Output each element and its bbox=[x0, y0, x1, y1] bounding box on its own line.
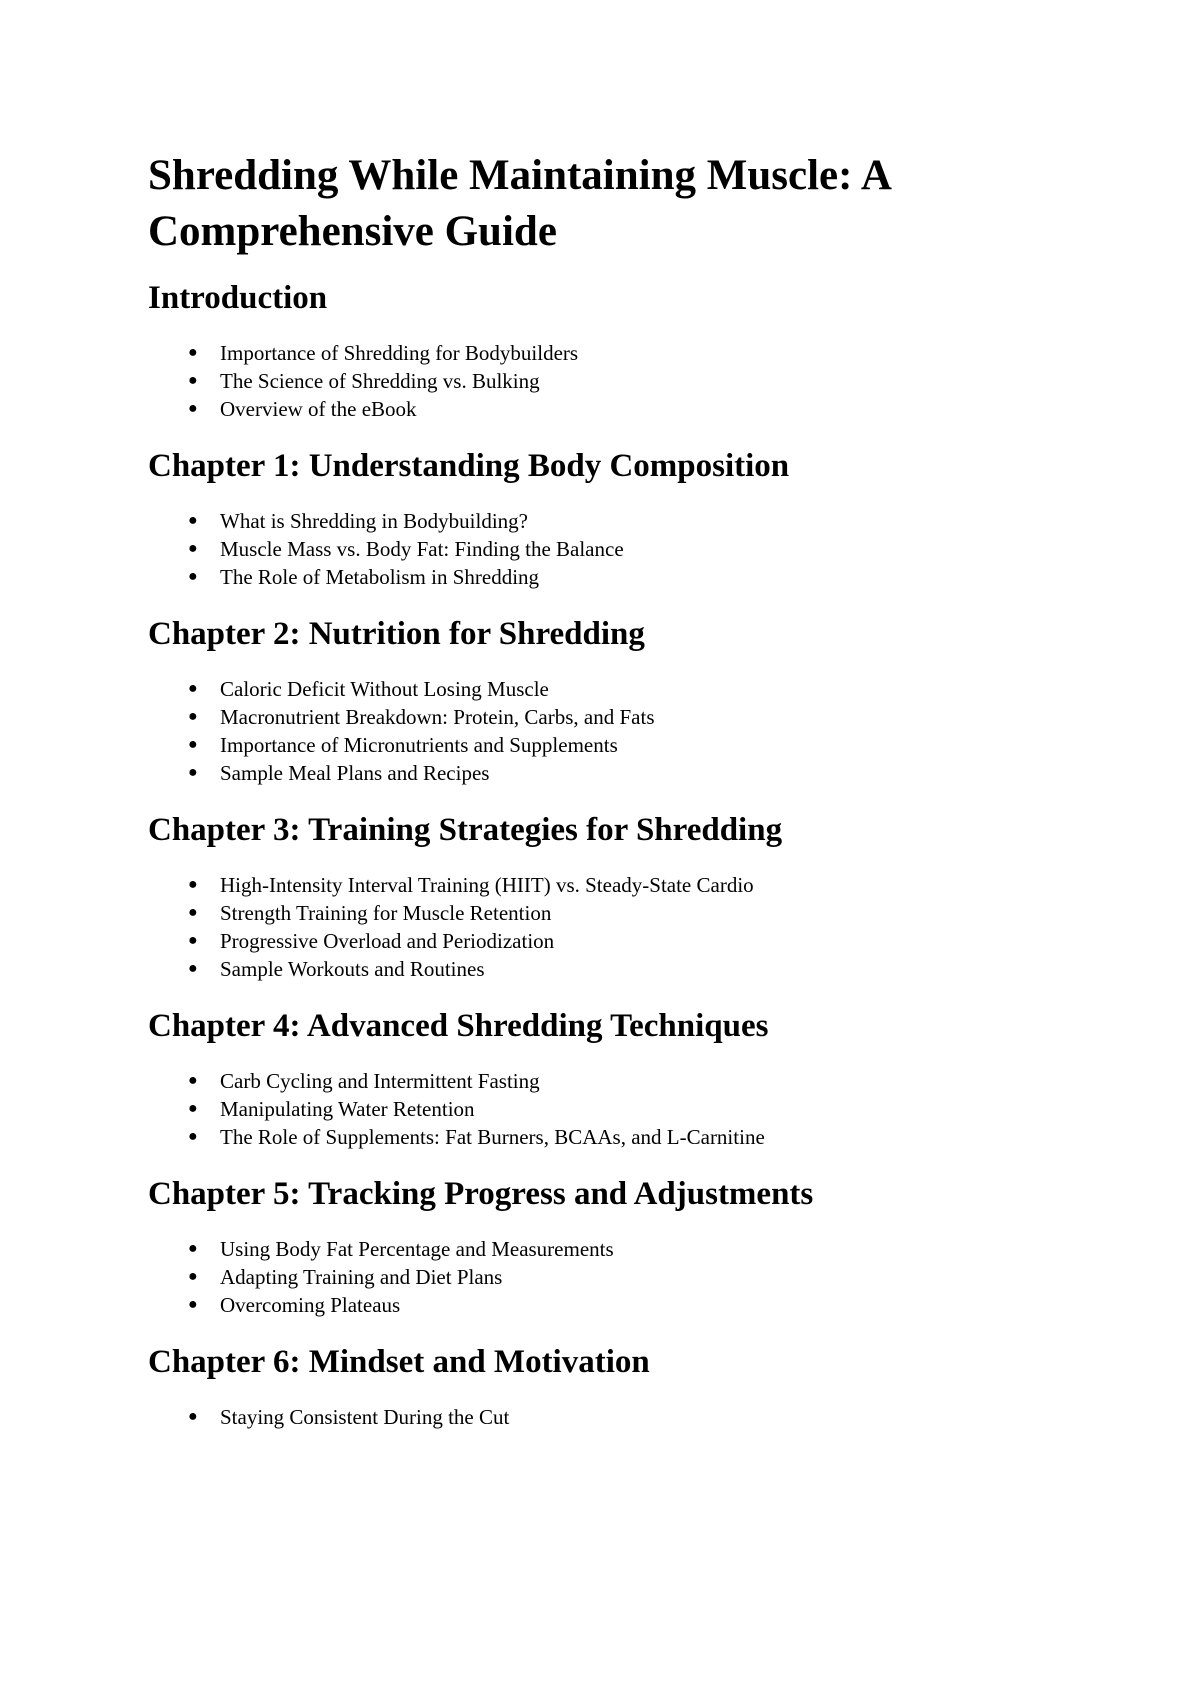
list-item-text: Adapting Training and Diet Plans bbox=[220, 1265, 503, 1289]
list-item-text: Manipulating Water Retention bbox=[220, 1097, 475, 1121]
bullet-list-introduction bbox=[148, 339, 1048, 423]
bullet-icon: ● bbox=[188, 1408, 198, 1425]
list-item bbox=[148, 395, 1048, 423]
list-item bbox=[148, 899, 1048, 927]
document-title: Shredding While Maintaining Muscle: A Comprehensive Guide bbox=[148, 152, 890, 255]
bullet-icon: ● bbox=[188, 1240, 198, 1257]
bullet-icon: ● bbox=[188, 708, 198, 725]
bullet-icon: ● bbox=[188, 400, 198, 417]
list-item bbox=[148, 871, 1048, 899]
section-heading-chapter-5: Chapter 5: Tracking Progress and Adjustments bbox=[148, 1176, 814, 1212]
list-item-text: High-Intensity Interval Training (HIIT) vs. Steady-State Cardio bbox=[220, 873, 754, 897]
list-item-text: Sample Meal Plans and Recipes bbox=[220, 761, 490, 785]
bullet-icon: ● bbox=[188, 680, 198, 697]
bullet-icon: ● bbox=[188, 512, 198, 529]
section-heading-chapter-4: Chapter 4: Advanced Shredding Techniques bbox=[148, 1008, 769, 1044]
section-heading-chapter-1: Chapter 1: Understanding Body Composition bbox=[148, 448, 790, 484]
section-heading-chapter-2: Chapter 2: Nutrition for Shredding bbox=[148, 616, 645, 652]
list-item bbox=[148, 1403, 1048, 1431]
section-heading-introduction: Introduction bbox=[148, 280, 328, 316]
list-item bbox=[148, 759, 1048, 787]
list-item-text: What is Shredding in Bodybuilding? bbox=[220, 509, 528, 533]
bullet-list-chapter-2 bbox=[148, 675, 1048, 787]
bullet-list-chapter-6 bbox=[148, 1403, 1048, 1431]
bullet-icon: ● bbox=[188, 1268, 198, 1285]
bullet-icon: ● bbox=[188, 372, 198, 389]
bullet-icon: ● bbox=[188, 1296, 198, 1313]
list-item-text: Caloric Deficit Without Losing Muscle bbox=[220, 677, 549, 701]
list-item-text: Importance of Micronutrients and Supplements bbox=[220, 733, 618, 757]
document-page bbox=[148, 148, 1048, 1431]
bullet-icon: ● bbox=[188, 568, 198, 585]
list-item bbox=[148, 1095, 1048, 1123]
bullet-list-chapter-1 bbox=[148, 507, 1048, 591]
bullet-icon: ● bbox=[188, 764, 198, 781]
bullet-list-chapter-3 bbox=[148, 871, 1048, 983]
bullet-icon: ● bbox=[188, 1100, 198, 1117]
list-item-text: Macronutrient Breakdown: Protein, Carbs, and Fats bbox=[220, 705, 655, 729]
list-item-text: Strength Training for Muscle Retention bbox=[220, 901, 552, 925]
list-item-text: The Role of Metabolism in Shredding bbox=[220, 565, 540, 589]
list-item-text: The Role of Supplements: Fat Burners, BCAAs, and L-Carnitine bbox=[220, 1125, 765, 1149]
list-item bbox=[148, 731, 1048, 759]
list-item bbox=[148, 563, 1048, 591]
list-item-text: Sample Workouts and Routines bbox=[220, 957, 485, 981]
bullet-icon: ● bbox=[188, 344, 198, 361]
bullet-icon: ● bbox=[188, 932, 198, 949]
section-heading-chapter-6: Chapter 6: Mindset and Motivation bbox=[148, 1344, 650, 1380]
list-item bbox=[148, 955, 1048, 983]
list-item-text: Importance of Shredding for Bodybuilders bbox=[220, 341, 579, 365]
list-item bbox=[148, 703, 1048, 731]
list-item-text: Muscle Mass vs. Body Fat: Finding the Balance bbox=[220, 537, 624, 561]
list-item bbox=[148, 1067, 1048, 1095]
bullet-icon: ● bbox=[188, 736, 198, 753]
list-item bbox=[148, 1123, 1048, 1151]
bullet-icon: ● bbox=[188, 1128, 198, 1145]
section-heading-chapter-3: Chapter 3: Training Strategies for Shredding bbox=[148, 812, 783, 848]
list-item bbox=[148, 1291, 1048, 1319]
bullet-list-chapter-5 bbox=[148, 1235, 1048, 1319]
list-item bbox=[148, 1235, 1048, 1263]
bullet-icon: ● bbox=[188, 960, 198, 977]
list-item-text: The Science of Shredding vs. Bulking bbox=[220, 369, 540, 393]
list-item bbox=[148, 1263, 1048, 1291]
bullet-icon: ● bbox=[188, 1072, 198, 1089]
list-item bbox=[148, 339, 1048, 367]
list-item bbox=[148, 367, 1048, 395]
bullet-list-chapter-4 bbox=[148, 1067, 1048, 1151]
list-item-text: Overcoming Plateaus bbox=[220, 1293, 401, 1317]
list-item-text: Progressive Overload and Periodization bbox=[220, 929, 555, 953]
list-item bbox=[148, 535, 1048, 563]
bullet-icon: ● bbox=[188, 540, 198, 557]
list-item-text: Staying Consistent During the Cut bbox=[220, 1405, 510, 1429]
list-item bbox=[148, 927, 1048, 955]
list-item-text: Overview of the eBook bbox=[220, 397, 417, 421]
list-item-text: Using Body Fat Percentage and Measurements bbox=[220, 1237, 614, 1261]
list-item bbox=[148, 507, 1048, 535]
list-item-text: Carb Cycling and Intermittent Fasting bbox=[220, 1069, 540, 1093]
bullet-icon: ● bbox=[188, 904, 198, 921]
list-item bbox=[148, 675, 1048, 703]
bullet-icon: ● bbox=[188, 876, 198, 893]
